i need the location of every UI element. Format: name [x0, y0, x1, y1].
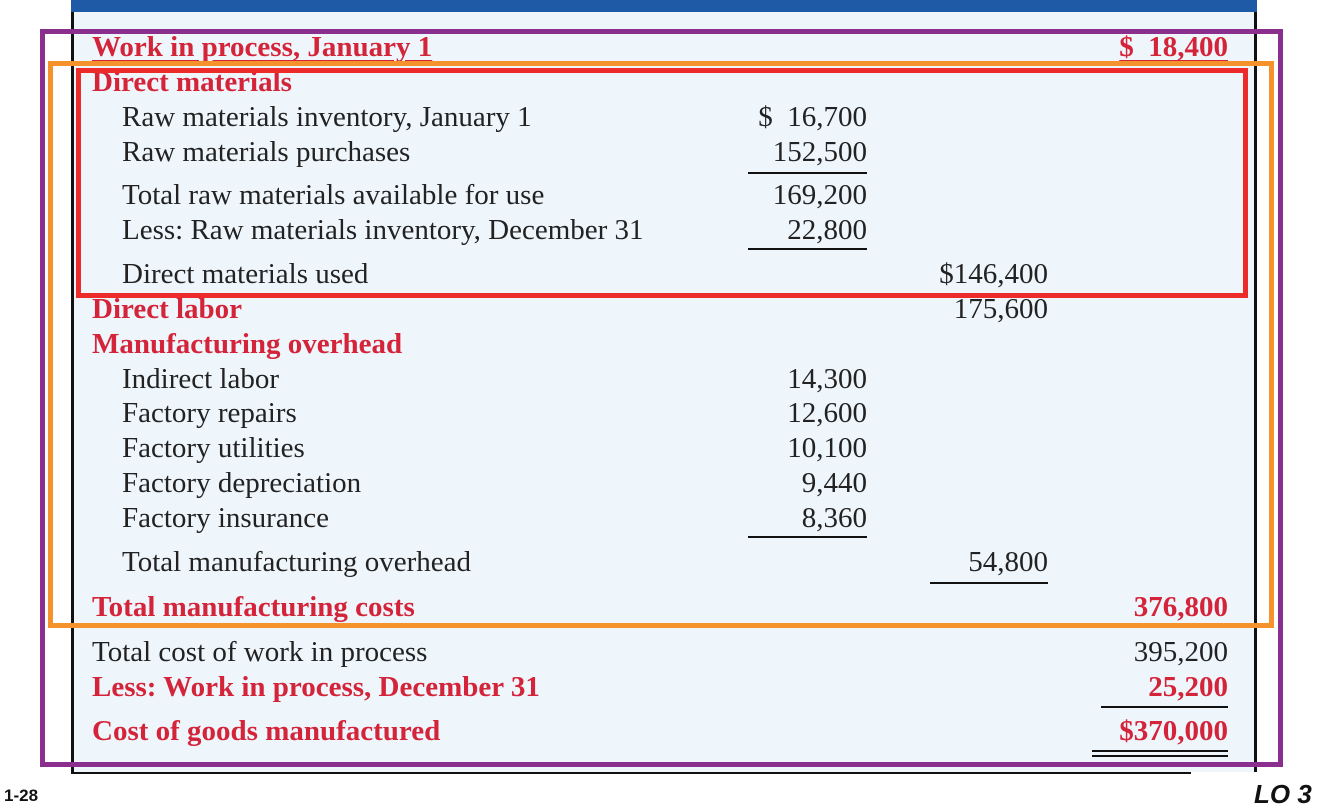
row-label-rm-purchases: Raw materials purchases — [122, 136, 411, 168]
row-label-rm-inventory-jan1: Raw materials inventory, January 1 — [122, 101, 532, 133]
row-label-factory-repairs: Factory repairs — [122, 397, 297, 429]
panel-bottom-rule — [71, 772, 1191, 774]
statement-row — [0, 545, 1334, 579]
statement-row — [0, 590, 1334, 624]
row-label-rm-inventory-dec31: Less: Raw materials inventory, December 31 — [122, 214, 644, 246]
double-underline-top — [1092, 750, 1228, 752]
row-label-manufacturing-overhead: Manufacturing overhead — [92, 328, 403, 360]
amount-factory-repairs: 12,600 — [787, 397, 867, 429]
amount-total-manufacturing-overhead: 54,800 — [968, 546, 1048, 578]
statement-row — [0, 670, 1334, 704]
amount-rm-inventory-dec31: 22,800 — [787, 214, 867, 246]
row-label-direct-materials-used: Direct materials used — [122, 258, 369, 290]
statement-row — [0, 635, 1334, 669]
statement-row — [0, 100, 1334, 134]
amount-rm-purchases: 152,500 — [772, 136, 867, 168]
row-label-wip-dec31: Less: Work in process, December 31 — [92, 671, 540, 703]
statement-row — [0, 396, 1334, 430]
row-label-total-rm-available: Total raw materials available for use — [122, 179, 545, 211]
row-label-wip-jan1: Work in process, January 1 — [92, 31, 433, 63]
amount-factory-insurance: 8,360 — [801, 502, 867, 534]
row-label-indirect-labor: Indirect labor — [122, 363, 280, 395]
amount-total-manufacturing-costs: 376,800 — [1133, 591, 1228, 623]
row-label-direct-materials: Direct materials — [92, 66, 292, 98]
underline-factory-insurance — [748, 536, 867, 538]
statement-row — [0, 501, 1334, 535]
amount-factory-depreciation: 9,440 — [801, 467, 867, 499]
statement-row — [0, 292, 1334, 326]
row-label-direct-labor: Direct labor — [92, 293, 243, 325]
statement-row — [0, 431, 1334, 465]
statement-row — [0, 362, 1334, 396]
underline-rm-inventory-dec31 — [748, 248, 867, 250]
amount-indirect-labor: 14,300 — [787, 363, 867, 395]
underline-rm-purchases — [748, 172, 867, 174]
statement-row — [0, 178, 1334, 212]
learning-objective-label: LO 3 — [1254, 779, 1312, 809]
row-label-total-cost-wip: Total cost of work in process — [92, 636, 428, 668]
amount-factory-utilities: 10,100 — [787, 432, 867, 464]
statement-row — [0, 327, 1334, 361]
row-label-total-manufacturing-overhead: Total manufacturing overhead — [122, 546, 472, 578]
statement-row — [0, 65, 1334, 99]
row-label-cost-of-goods-manufactured: Cost of goods manufactured — [92, 715, 441, 747]
amount-wip-dec31: 25,200 — [1148, 671, 1228, 703]
statement-row — [0, 135, 1334, 169]
underline-total-manufacturing-overhead — [930, 582, 1048, 584]
amount-cost-of-goods-manufactured: $370,000 — [1119, 715, 1228, 747]
row-label-total-manufacturing-costs: Total manufacturing costs — [92, 591, 415, 623]
amount-direct-labor: 175,600 — [953, 293, 1048, 325]
row-label-factory-depreciation: Factory depreciation — [122, 467, 362, 499]
amount-total-rm-available: 169,200 — [772, 179, 867, 211]
slide-number: 1-28 — [4, 786, 39, 805]
amount-total-cost-wip: 395,200 — [1133, 636, 1228, 668]
statement-row — [0, 466, 1334, 500]
row-label-factory-insurance: Factory insurance — [122, 502, 329, 534]
statement-row — [0, 30, 1334, 64]
statement-row — [0, 714, 1334, 748]
header-bar — [71, 0, 1257, 12]
amount-wip-jan1: $ 18,400 — [1119, 31, 1228, 63]
statement-row — [0, 213, 1334, 247]
double-underline-bottom — [1092, 755, 1228, 757]
amount-direct-materials-used: $146,400 — [939, 258, 1048, 290]
statement-row — [0, 257, 1334, 291]
amount-rm-inventory-jan1: $ 16,700 — [758, 101, 867, 133]
underline-wip-dec31 — [1101, 706, 1228, 708]
row-label-factory-utilities: Factory utilities — [122, 432, 305, 464]
